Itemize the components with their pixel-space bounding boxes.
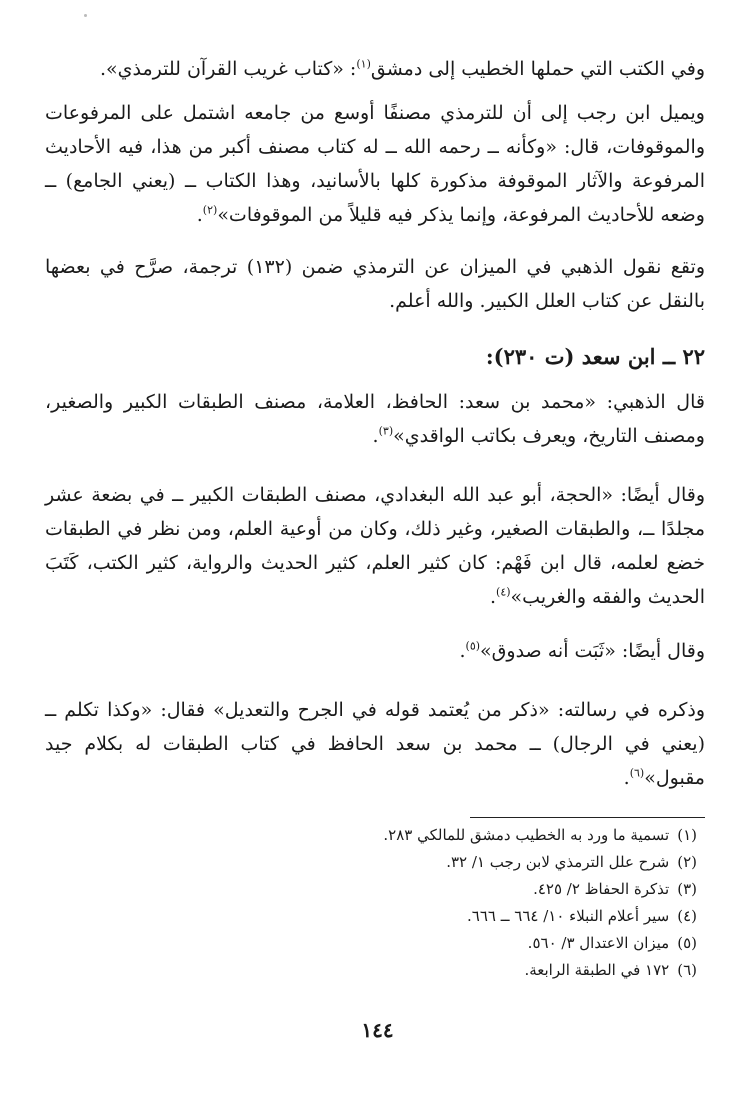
paragraph-text-end: . xyxy=(196,204,203,226)
footnotes xyxy=(57,822,697,984)
paragraph-7 xyxy=(45,693,705,795)
footnote-5 xyxy=(57,930,697,957)
footnote-ref-2[interactable]: (٢) xyxy=(202,203,218,217)
footnote-ref-5[interactable]: (٥) xyxy=(465,639,481,653)
footnote-divider xyxy=(470,817,705,818)
footnote-ref-3[interactable]: (٣) xyxy=(378,424,394,438)
footnote-6 xyxy=(57,957,697,984)
paragraph-text-end: : «كتاب غريب القرآن للترمذي». xyxy=(99,58,357,80)
paragraph-text: وفي الكتب التي حملها الخطيب إلى دمشق xyxy=(370,58,705,80)
footnote-text: شرح علل الترمذي لابن رجب ١/ ٣٢. xyxy=(446,853,670,871)
footnote-number: (٣) xyxy=(677,880,697,898)
section-heading: ٢٢ ــ ابن سعد (ت ٢٣٠): xyxy=(485,344,705,369)
footnote-number: (٥) xyxy=(677,934,697,952)
footnote-text: تذكرة الحفاظ ٢/ ٤٢٥. xyxy=(533,880,670,898)
paragraph-text-end: . xyxy=(623,767,630,789)
paragraph-text-end: . xyxy=(372,425,379,447)
footnote-number: (٢) xyxy=(677,853,697,871)
paragraph-1 xyxy=(45,52,705,86)
paragraph-text: ويميل ابن رجب إلى أن للترمذي مصنفًا أوسع من جامعه اشتمل على المرفوعات والموقوفات، قال: «وكأنه ــ رحمه الله ــ له كتاب مصنف أكبر من هذا، فيه الأحاديث المرفوعة والآثار الموقوفة مذكورة كلها بالأسانيد، وهذا الكتاب ــ (يعني الجامع) ــ وضعه للأحاديث المرفوعة، وإنما يذكر فيه قليلاً من الموقوفات» xyxy=(45,102,705,226)
footnote-number: (١) xyxy=(677,826,697,844)
footnote-number: (٤) xyxy=(677,907,697,925)
footnote-text: ١٧٢ في الطبقة الرابعة. xyxy=(524,961,670,979)
footnote-4 xyxy=(57,903,697,930)
paragraph-text: قال الذهبي: «محمد بن سعد: الحافظ، العلامة، مصنف الطبقات الكبير والصغير، ومصنف التاريخ، ويعرف بكاتب الواقدي» xyxy=(45,391,705,447)
footnote-2 xyxy=(57,849,697,876)
paragraph-2 xyxy=(45,96,705,232)
paragraph-text: وذكره في رسالته: «ذكر من يُعتمد قوله في الجرح والتعديل» فقال: «وكذا تكلم ــ (يعني في الرجال) ــ محمد بن سعد الحافظ في كتاب الطبقات له بكلام جيد مقبول» xyxy=(45,699,705,789)
scan-speck xyxy=(84,14,87,17)
footnote-text: سير أعلام النبلاء ١٠/ ٦٦٤ ــ ٦٦٦. xyxy=(466,907,670,925)
paragraph-text: وتقع نقول الذهبي في الميزان عن الترمذي ضمن (١٣٢) ترجمة، صرَّح في بعضها بالنقل عن كتاب العلل الكبير. والله أعلم. xyxy=(45,256,705,312)
paragraph-5 xyxy=(45,478,705,614)
paragraph-text-end: . xyxy=(489,586,497,608)
footnote-text: ميزان الاعتدال ٣/ ٥٦٠. xyxy=(527,934,670,952)
footnote-ref-1[interactable]: (١) xyxy=(356,57,371,71)
paragraph-6 xyxy=(45,634,705,668)
footnote-1 xyxy=(57,822,697,849)
paragraph-3 xyxy=(45,250,705,318)
page-number: ١٤٤ xyxy=(361,1018,394,1042)
paragraph-text-end: . xyxy=(459,640,466,662)
paragraph-text: وقال أيضًا: «الحجة، أبو عبد الله البغدادي، مصنف الطبقات الكبير ــ في بضعة عشر مجلدًا ــ، والطبقات الصغير، وغير ذلك، وكان من أوعية العلم، ومن نظر في الطبقات خضع لعلمه، قال ابن فَهْم: كان كثير العلم، كثير الحديث والرواية، كثير الكتب، كَتَبَ الحديث والفقه والغريب» xyxy=(45,484,705,608)
footnote-3 xyxy=(57,876,697,903)
footnote-ref-4[interactable]: (٤) xyxy=(496,585,511,599)
footnote-text: تسمية ما ورد به الخطيب دمشق للمالكي ٢٨٣. xyxy=(383,826,670,844)
footnote-number: (٦) xyxy=(677,961,697,979)
paragraph-4 xyxy=(45,385,705,453)
footnote-ref-6[interactable]: (٦) xyxy=(629,766,645,780)
paragraph-text: وقال أيضًا: «ثَبَت أنه صدوق» xyxy=(480,640,705,662)
